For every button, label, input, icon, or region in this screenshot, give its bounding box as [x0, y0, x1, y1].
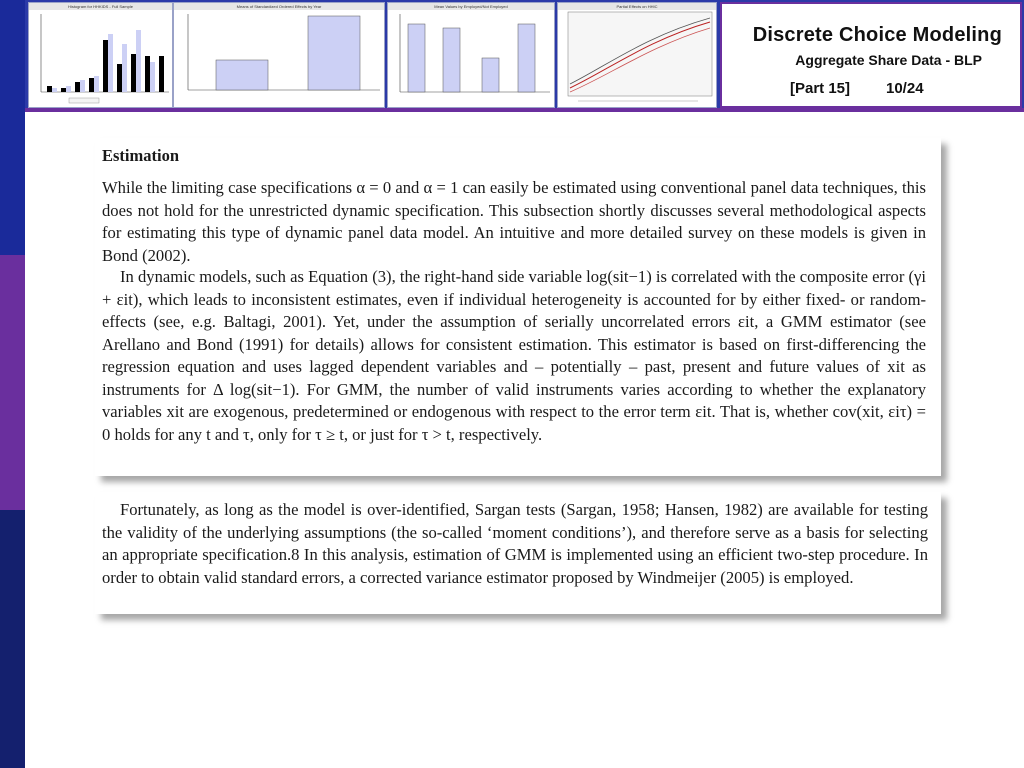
- left-band-bottom: [0, 510, 25, 768]
- paragraph: In dynamic models, such as Equation (3), the right-hand side variable log(sit−1) is correlated with the composite error (γi + εit), which leads to inconsistent estimates, even if individual heterogeneity is accounted for by either fixed- or random-effects (see, e.g. Baltagi, 2001). Yet, under the assumption of serially uncorrelated errors εit, a GMM estimator (see Arellano and Bond (1991) for details) allows for consistent estimation. This estimator is based on first-differencing the regression equation and uses lagged dependent variables and – potentially – past, present and future values of xit as instruments for Δ log(sit−1). For GMM, the number of valid instruments varies according to whether the explanatory variables xit are exogenous, predetermined or endogenous with respect to the error term εit. That is, whether cov(xit, εiτ) = 0 holds for any t and τ, only for τ ≥ t, or just for τ > t, respectively.: [102, 267, 926, 444]
- section-heading: Estimation: [102, 146, 180, 165]
- thumbnail-partial-effects: [557, 2, 717, 108]
- employed-chart: [388, 10, 554, 106]
- slide-part: [Part 15]: [790, 80, 851, 97]
- slide-subtitle: Aggregate Share Data - BLP: [795, 52, 982, 68]
- paragraph: Fortunately, as long as the model is over-identified, Sargan tests (Sargan, 1958; Hansen, 1982) are available for testing the validity of the underlying assumptions (the so-called ‘moment conditions’), and therefore serve as a basis for selecting an appropriate specification.8 In this analysis, estimation of GMM is implemented using an efficient two-step procedure. In order to obtain valid standard errors, a corrected variance estimator proposed by Windmeijer (2005) is employed.: [102, 500, 928, 587]
- thumbnail-title: Histogram for HHKIDS - Full Sample: [29, 3, 172, 10]
- title-box: [720, 2, 1022, 108]
- thumbnail-title: Mean Values by Employed/Not Employed: [388, 3, 554, 10]
- paper-excerpt-sargan: [95, 492, 941, 614]
- thumbnail-employed: [387, 2, 555, 108]
- means-chart: [174, 10, 384, 106]
- header-divider: [25, 108, 1024, 112]
- histogram-chart: [29, 10, 172, 106]
- slide-title: Discrete Choice Modeling: [752, 24, 1002, 46]
- thumbnail-means: [173, 2, 385, 108]
- thumbnail-title: Partial Effects on HHIC: [558, 3, 716, 10]
- thumbnail-title: Means of Standardized Ordered Effects by Year: [174, 3, 384, 10]
- paper-excerpt-estimation: [95, 138, 941, 476]
- left-band-top: [0, 0, 25, 255]
- partial-effects-chart: [558, 10, 716, 106]
- left-band-middle: [0, 255, 25, 510]
- slide-page-number: 10/24: [886, 80, 924, 97]
- paragraph: While the limiting case specifications α = 0 and α = 1 can easily be estimated using conventional panel data techniques, this does not hold for the unrestricted dynamic specification. This subsection shortly discusses several methodological aspects for estimating this type of dynamic panel data model. An intuitive and more detailed survey on these models is given in Bond (2002).: [102, 178, 926, 265]
- thumbnail-histogram: [28, 2, 173, 108]
